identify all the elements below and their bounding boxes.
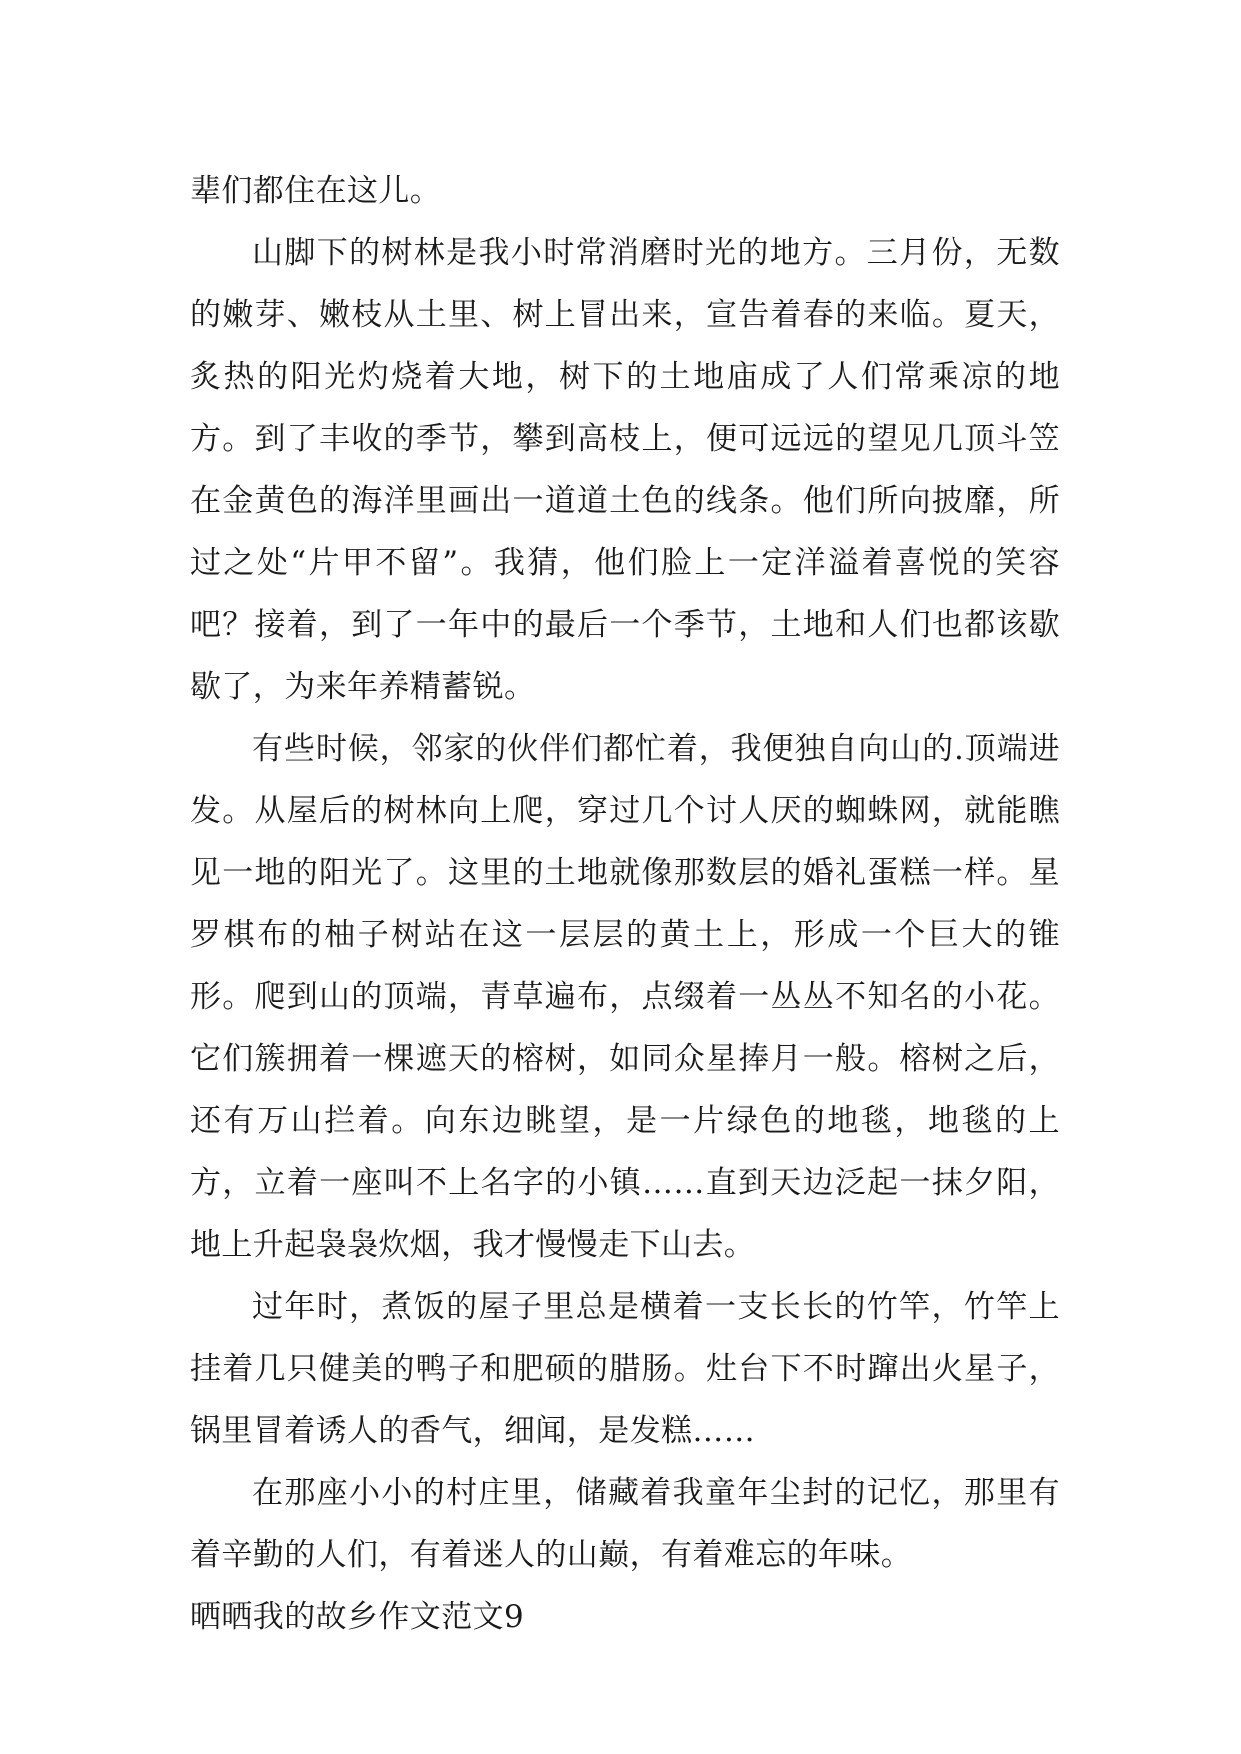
paragraph-mountain-top: 有些时候，邻家的伙伴们都忙着，我便独自向山的.顶端进发。从屋后的树林向上爬，穿过几个讨人厌的蜘蛛网，就能瞧见一地的阳光了。这里的土地就像那数层的婚礼蛋糕一样。星罗棋布的柚子树站在这一层层的黄土上，形成一个巨大的锥形。爬到山的顶端，青草遍布，点缀着一丛丛不知名的小花。它们簇拥着一棵遮天的榕树，如同众星捧月一般。榕树之后，还有万山拦着。向东边眺望，是一片绿色的地毯，地毯的上方，立着一座叫不上名字的小镇……直到天边泛起一抹夕阳，地上升起袅袅炊烟，我才慢慢走下山去。	[190, 731, 1060, 1263]
paragraph-new-year: 过年时，煮饭的屋子里总是横着一支长长的竹竿，竹竿上挂着几只健美的鸭子和肥硕的腊肠。灶台下不时蹿出火星子，锅里冒着诱人的香气，细闻，是发糕……	[190, 1289, 1060, 1449]
paragraph-forest: 山脚下的树林是我小时常消磨时光的地方。三月份，无数的嫩芽、嫩枝从土里、树上冒出来，宣告着春的来临。夏天，炙热的阳光灼烧着大地，树下的土地庙成了人们常乘凉的地方。到了丰收的季节，攀到高枝上，便可远远的望见几顶斗笠在金黄色的海洋里画出一道道土色的线条。他们所向披靡，所过之处“片甲不留”。我猜，他们脸上一定洋溢着喜悦的笑容吧？接着，到了一年中的最后一个季节，土地和人们也都该歇歇了，为来年养精蓄锐。	[190, 235, 1060, 705]
paragraph-continuation: 辈们都住在这儿。	[190, 173, 442, 209]
paragraph-conclusion: 在那座小小的村庄里，储藏着我童年尘封的记忆，那里有着辛勤的人们，有着迷人的山巅，有着难忘的年味。	[190, 1475, 1060, 1573]
section-heading: 晒晒我的故乡作文范文9	[190, 1599, 525, 1635]
document-body	[190, 160, 1060, 1648]
